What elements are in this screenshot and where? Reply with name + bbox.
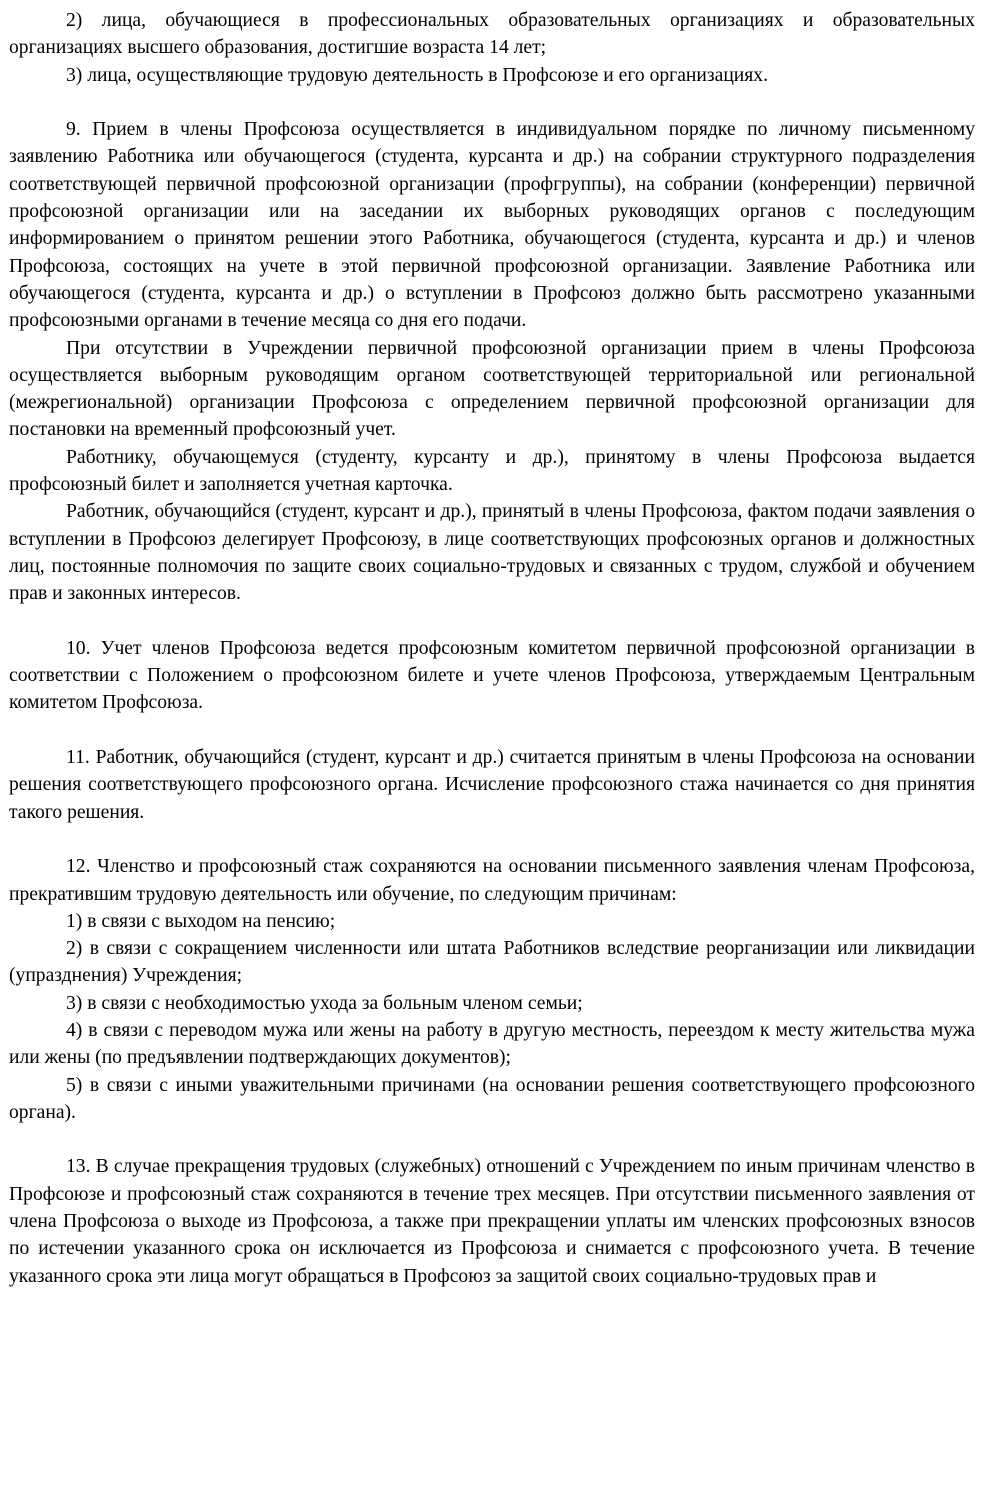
paragraph-no-primary-org: При отсутствии в Учреждении первичной профсоюзной организации прием в члены Профсоюза осуществляется выборным руководящим органом соответствующей территориальной или региональной (межрегиональной) организации Профсоюза с определением первичной профсоюзной организации для постановки на временный профсоюзный учет.: [9, 337, 975, 441]
paragraph-reason-2: 2) в связи с сокращением численности или штата Работников вследствие реорганизации или ликвидации (упразднения) Учреждения;: [9, 938, 975, 987]
paragraph-reason-5: 5) в связи с иными уважительными причинами (на основании решения соответствующего профсоюзного органа).: [9, 1074, 975, 1123]
paragraph-clause-10: 10. Учет членов Профсоюза ведется профсоюзным комитетом первичной профсоюзной организации в соответствии с Положением о профсоюзном билете и учете членов Профсоюза, утверждаемым Центральным комитетом Профсоюза.: [9, 637, 975, 714]
paragraph-item-3: 3) лица, осуществляющие трудовую деятельность в Профсоюзе и его организациях.: [66, 64, 768, 86]
paragraph-delegation: Работник, обучающийся (студент, курсант и др.), принятый в члены Профсоюза, фактом подачи заявления о вступлении в Профсоюз делегирует Профсоюзу, в лице соответствующих профсоюзных органов и должностных лиц, постоянные полномочия по защите своих социально-трудовых и связанных с трудом, службой и обучением прав и законных интересов.: [9, 501, 975, 605]
paragraph-clause-12: 12. Членство и профсоюзный стаж сохраняются на основании письменного заявления членам Профсоюза, прекратившим трудовую деятельность или обучение, по следующим причинам:: [9, 856, 975, 905]
paragraph-clause-11: 11. Работник, обучающийся (студент, курсант и др.) считается принятым в члены Профсоюза на основании решения соответствующего профсоюзного органа. Исчисление профсоюзного стажа начинается со дня принятия такого решения.: [9, 747, 975, 823]
paragraph-reason-3: 3) в связи с необходимостью ухода за больным членом семьи;: [66, 992, 583, 1014]
paragraph-membership-card: Работнику, обучающемуся (студенту, курсанту и др.), принятому в члены Профсоюза выдается профсоюзный билет и заполняется учетная карточка.: [9, 446, 975, 496]
paragraph-clause-9: 9. Прием в члены Профсоюза осуществляется в индивидуальном порядке по личному письменному заявлению Работника или обучающегося (студента, курсанта и др.) на собрании структурного подразделения соответствующей первичной профсоюзной организации (профгруппы), на собрании (конференции) первичной профсоюзной организации или на заседании их выборных руководящих органов с последующим информированием о принятом решении этого Работника, обучающегося (студента, курсанта и др.) и членов Профсоюза, состоящих на учете в этой первичной профсоюзной организации. Заявление Работника или обучающегося (студента, курсанта и др.) о вступлении в Профсоюз должно быть рассмотрено указанными профсоюзными органами в течение месяца со дня его подачи.: [9, 119, 975, 332]
paragraph-clause-13: 13. В случае прекращения трудовых (служебных) отношений с Учреждением по иным причинам членство в Профсоюзе и профсоюзный стаж сохраняются в течение трех месяцев. При отсутствии письменного заявления от члена Профсоюза о выходе из Профсоюза, а также при прекращении уплаты им членских профсоюзных взносов по истечении указанного срока он исключается из Профсоюза и снимается с профсоюзного учета. В течение указанного срока эти лица могут обращаться в Профсоюз за защитой своих социально-трудовых прав и: [9, 1156, 975, 1287]
paragraph-item-2: 2) лица, обучающиеся в профессиональных образовательных организациях и образовательных организациях высшего образования, достигшие возраста 14 лет;: [9, 10, 975, 59]
document-page: [9, 7, 975, 1290]
paragraph-reason-1: 1) в связи с выходом на пенсию;: [66, 910, 336, 932]
paragraph-reason-4: 4) в связи с переводом мужа или жены на работу в другую местность, переездом к месту жительства мужа или жены (по предъявлении подтверждающих документов);: [9, 1019, 975, 1069]
